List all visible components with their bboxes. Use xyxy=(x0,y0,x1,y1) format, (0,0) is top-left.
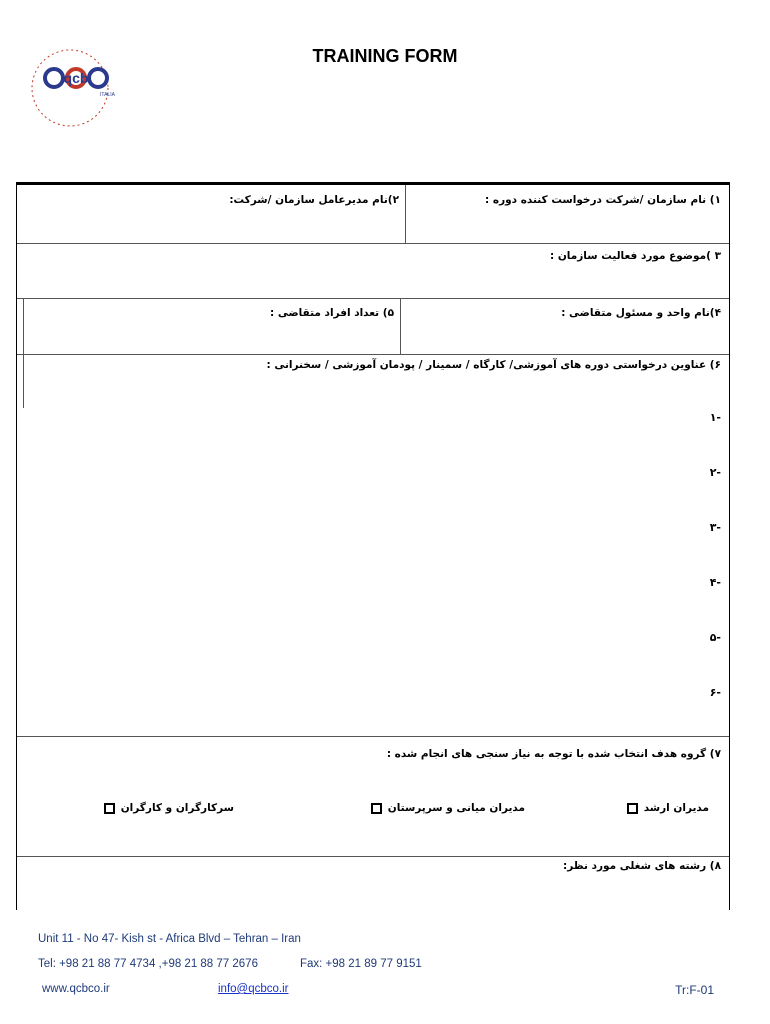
option-middle-managers[interactable] xyxy=(369,802,525,814)
footer-email-link[interactable]: info@qcbco.ir xyxy=(218,983,289,995)
field-course-titles: ۶) عناوین درخواستی دوره های آموزشی/ کارگاه / سمینار / پودمان آموزشی / سخنرانی : xyxy=(266,359,721,371)
footer-website[interactable]: www.qcbco.ir xyxy=(42,983,110,995)
field-activity-subject: ۳ )موضوع مورد فعالیت سازمان : xyxy=(549,250,721,262)
option-workers[interactable] xyxy=(102,802,234,814)
option-senior-managers[interactable] xyxy=(625,802,709,814)
training-form xyxy=(16,182,730,910)
option-middle-managers-label: مدیران میانی و سرپرستان xyxy=(387,802,525,814)
page-title: TRAINING FORM xyxy=(312,46,458,66)
field-job-fields: ۸) رشته های شغلی مورد نظر: xyxy=(563,860,721,872)
course-item-5: -۵ xyxy=(709,631,721,644)
row-3-divider xyxy=(400,298,401,354)
field-unit-and-responsible: ۴)نام واحد و مسئول متقاضی : xyxy=(561,307,721,319)
field-ceo-name: ۲)نام مدیرعامل سازمان /شرکت: xyxy=(229,194,399,206)
middle-managers-checkbox[interactable] xyxy=(371,803,382,814)
form-row-2 xyxy=(17,243,729,299)
workers-checkbox[interactable] xyxy=(104,803,115,814)
row-3-left-line xyxy=(23,298,24,354)
form-row-3 xyxy=(17,298,729,355)
footer-address: Unit 11 - No 47- Kish st - Africa Blvd – Tehran – Iran xyxy=(38,933,301,945)
course-item-2: -۲ xyxy=(709,466,721,479)
field-target-group: ۷) گروه هدف انتخاب شده با توجه به نیاز سنجی های انجام شده : xyxy=(386,748,721,760)
form-row-4 xyxy=(17,354,729,737)
course-item-3: -۳ xyxy=(709,521,721,534)
row-4-left-line xyxy=(23,354,24,408)
senior-managers-checkbox[interactable] xyxy=(627,803,638,814)
document-code: Tr:F-01 xyxy=(675,983,714,997)
logo-circle-q xyxy=(45,69,63,87)
course-item-1: -۱ xyxy=(709,411,721,424)
logo-subtext: ITALIA xyxy=(100,92,115,98)
row-1-divider xyxy=(405,185,406,243)
option-senior-managers-label: مدیران ارشد xyxy=(643,802,709,814)
form-row-6 xyxy=(17,856,729,913)
logo-text: qcb xyxy=(63,70,89,86)
form-row-1 xyxy=(17,185,729,244)
field-applicant-count: ۵) تعداد افراد متقاضی : xyxy=(269,307,394,319)
course-item-6: -۶ xyxy=(709,686,721,699)
footer-fax: Fax: +98 21 89 77 9151 xyxy=(300,958,422,970)
footer-phone: Tel: +98 21 88 77 4734 ,+98 21 88 77 2676 xyxy=(38,958,258,970)
option-workers-label: سرکارگران و کارگران xyxy=(120,802,234,814)
field-organization-name: ۱) نام سازمان /شرکت درخواست کننده دوره : xyxy=(485,194,721,206)
logo-circle-b xyxy=(89,69,107,87)
form-row-5 xyxy=(17,736,729,857)
course-item-4: -۴ xyxy=(709,576,721,589)
